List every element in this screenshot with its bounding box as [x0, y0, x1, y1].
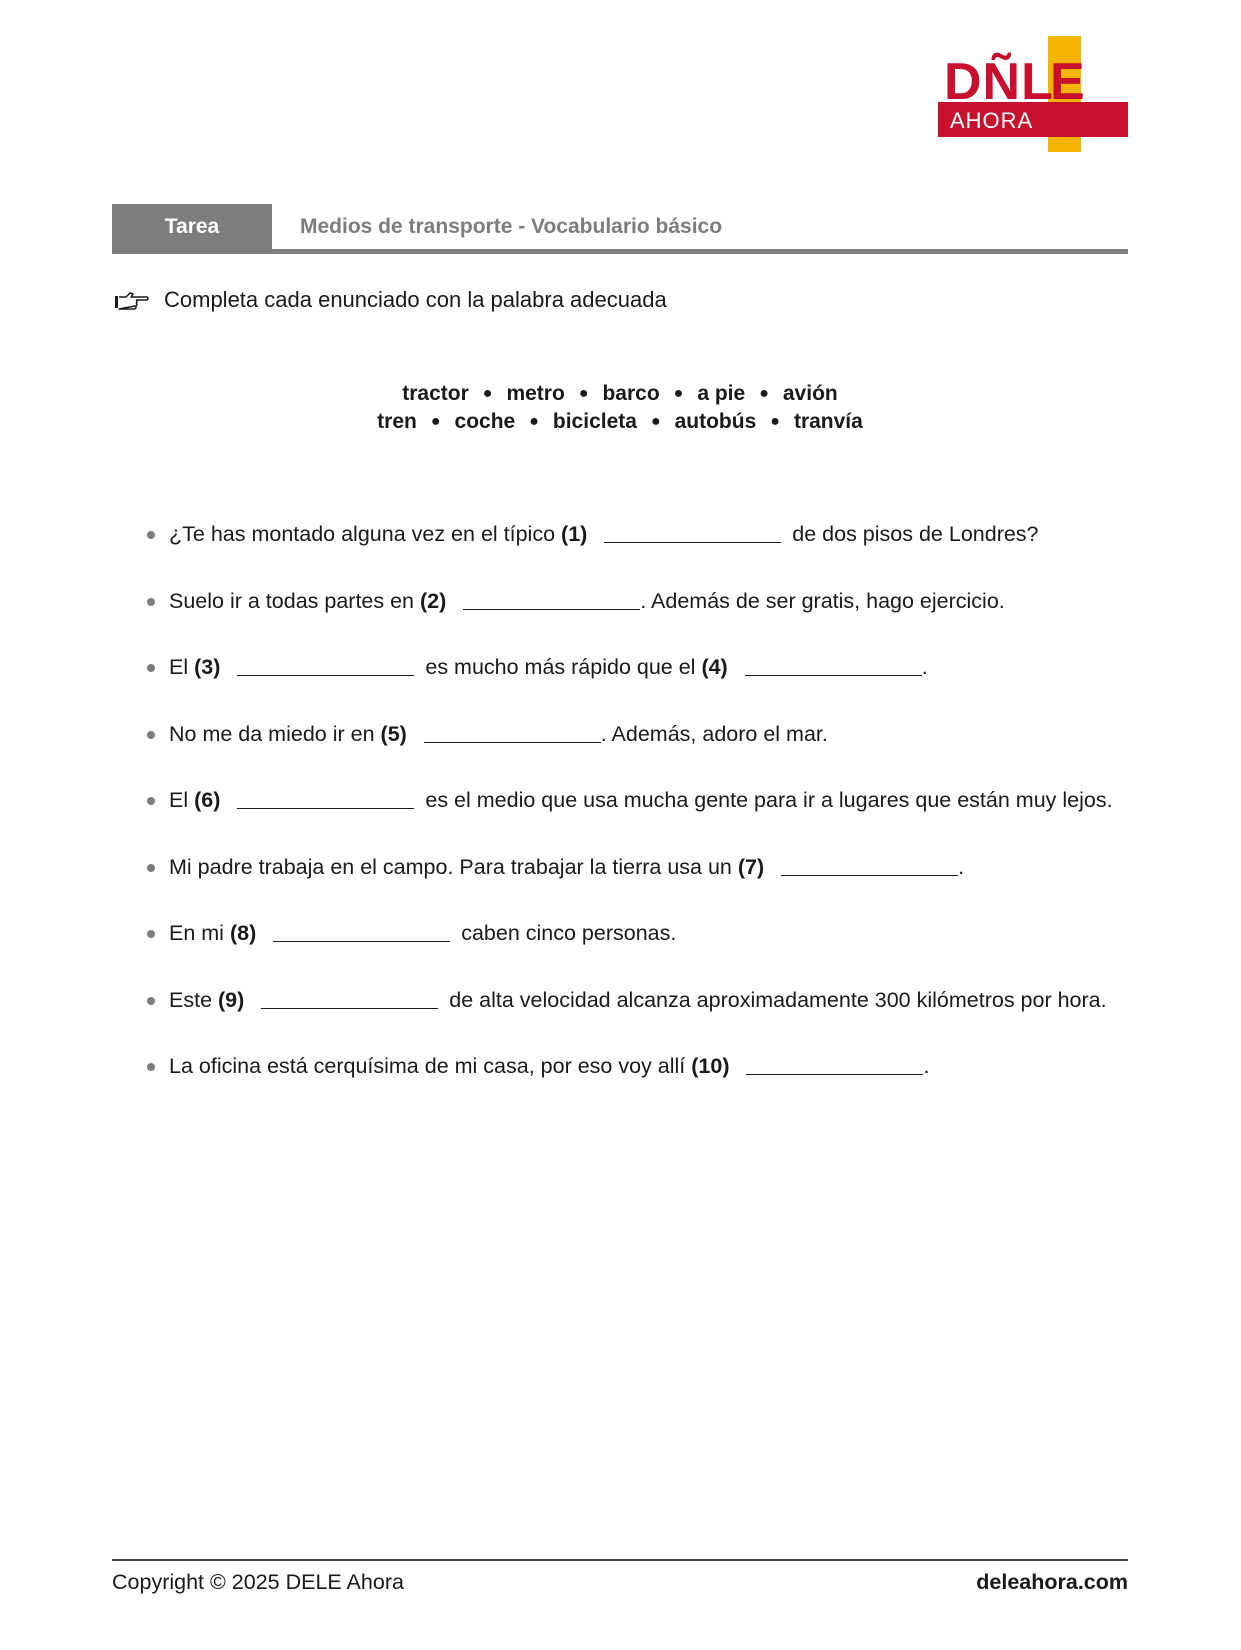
- sentence-text: . Además de ser gratis, hago ejercicio.: [640, 588, 1005, 613]
- copyright-text: Copyright © 2025 DELE Ahora: [112, 1570, 404, 1594]
- bullet: [147, 930, 155, 938]
- word-bank-row-2: [112, 408, 1128, 436]
- sentence-text: .: [923, 1054, 930, 1078]
- svg-text:E: E: [1050, 53, 1085, 111]
- answer-blank[interactable]: [604, 520, 781, 543]
- answer-blank[interactable]: [745, 653, 922, 676]
- word-bank-item: a pie: [697, 382, 746, 405]
- sentence-text: Este: [169, 987, 213, 1012]
- blank-number: (7): [737, 854, 765, 879]
- word-bank-item: bicicleta: [552, 410, 637, 433]
- bullet: [147, 797, 155, 805]
- word-separator: ●: [578, 385, 589, 402]
- word-bank-item: autobús: [674, 410, 757, 433]
- word-separator: ●: [529, 413, 539, 430]
- answer-blank[interactable]: [237, 786, 414, 809]
- sentence-text: caben cinco personas.: [461, 921, 677, 945]
- sentence-text: es mucho más rápido que el: [425, 655, 696, 679]
- sentence-item: [142, 851, 1142, 918]
- word-bank-item: metro: [506, 382, 565, 405]
- word-bank-item: tractor: [402, 382, 469, 405]
- sentence-text: En mi: [169, 921, 224, 945]
- sentence-text: . Además, adoro el mar.: [600, 721, 828, 746]
- answer-blank[interactable]: [237, 653, 414, 676]
- blank-number: (4): [701, 655, 728, 679]
- bullet: [147, 997, 155, 1005]
- bullet: [147, 664, 155, 672]
- header-rule: [112, 249, 1128, 254]
- sentence-text: Mi padre trabaja en el campo. Para trabajar la tierra usa un: [169, 854, 732, 879]
- word-bank-item: tranvía: [793, 410, 863, 433]
- blank-number: (10): [691, 1054, 730, 1078]
- answer-blank[interactable]: [781, 853, 958, 876]
- svg-text:AHORA: AHORA: [950, 108, 1034, 133]
- sentence-text: de dos pisos de Londres?: [792, 522, 1039, 546]
- task-header: [112, 204, 1128, 254]
- word-bank-item: coche: [454, 410, 516, 433]
- sentence-text: .: [958, 854, 965, 879]
- word-separator: ●: [759, 385, 769, 402]
- sentence-list: [142, 518, 1142, 1117]
- word-bank-item: tren: [377, 410, 417, 433]
- answer-blank[interactable]: [273, 919, 450, 942]
- sentence-item: [142, 1050, 1142, 1117]
- word-bank-item: barco: [602, 382, 660, 405]
- word-separator: ●: [430, 413, 441, 430]
- answer-blank[interactable]: [463, 587, 640, 610]
- sentence-text: .: [921, 655, 928, 679]
- blank-number: (8): [229, 921, 257, 945]
- word-separator: ●: [482, 385, 493, 402]
- sentence-text: de alta velocidad alcanza aproximadamente 300 kilómetros por hora.: [449, 987, 1107, 1012]
- blank-number: (3): [194, 655, 221, 679]
- footer-rule: [112, 1559, 1128, 1561]
- sentence-text: es el medio que usa mucha gente para ir a lugares que están muy lejos.: [425, 788, 1113, 812]
- blank-number: (9): [218, 987, 245, 1012]
- sentence-item: [142, 651, 1142, 718]
- word-separator: ●: [673, 385, 684, 402]
- instruction: [114, 284, 667, 316]
- svg-text:DÑL: DÑL: [944, 53, 1054, 111]
- sentence-text: No me da miedo ir en: [169, 721, 375, 746]
- sentence-text: La oficina está cerquísima de mi casa, por eso voy allí: [169, 1054, 686, 1078]
- dele-ahora-logo: [938, 36, 1128, 156]
- word-bank-item: avión: [782, 382, 838, 405]
- answer-blank[interactable]: [746, 1052, 923, 1075]
- sentence-text: El: [169, 788, 189, 812]
- sentence-text: ¿Te has montado alguna vez en el típico: [169, 522, 556, 546]
- sentence-text: El: [169, 655, 189, 679]
- word-bank: [112, 380, 1128, 436]
- word-separator: ●: [650, 413, 661, 430]
- blank-number: (1): [561, 522, 588, 546]
- sentence-item: [142, 518, 1142, 585]
- sentence-item: [142, 917, 1142, 984]
- blank-number: (2): [420, 588, 447, 613]
- word-separator: ●: [770, 413, 780, 430]
- site-link[interactable]: deleahora.com: [976, 1570, 1128, 1594]
- bullet: [147, 731, 155, 739]
- blank-number: (5): [380, 721, 407, 746]
- bullet: [147, 1063, 155, 1071]
- sentence-item: [142, 984, 1142, 1051]
- blank-number: (6): [194, 788, 221, 812]
- bullet: [147, 531, 155, 539]
- instruction-text: Completa cada enunciado con la palabra adecuada: [164, 287, 667, 312]
- bullet: [147, 598, 155, 606]
- answer-blank[interactable]: [424, 720, 601, 743]
- task-title: Medios de transporte - Vocabulario básico: [300, 215, 723, 238]
- sentence-item: [142, 718, 1142, 785]
- bullet: [147, 864, 155, 872]
- answer-blank[interactable]: [261, 986, 438, 1009]
- sentence-item: [142, 585, 1142, 652]
- sentence-text: Suelo ir a todas partes en: [169, 588, 415, 613]
- task-tab-label: Tarea: [112, 204, 272, 250]
- pointing-hand-icon: [114, 288, 150, 312]
- sentence-item: [142, 784, 1142, 851]
- word-bank-row-1: [112, 380, 1128, 408]
